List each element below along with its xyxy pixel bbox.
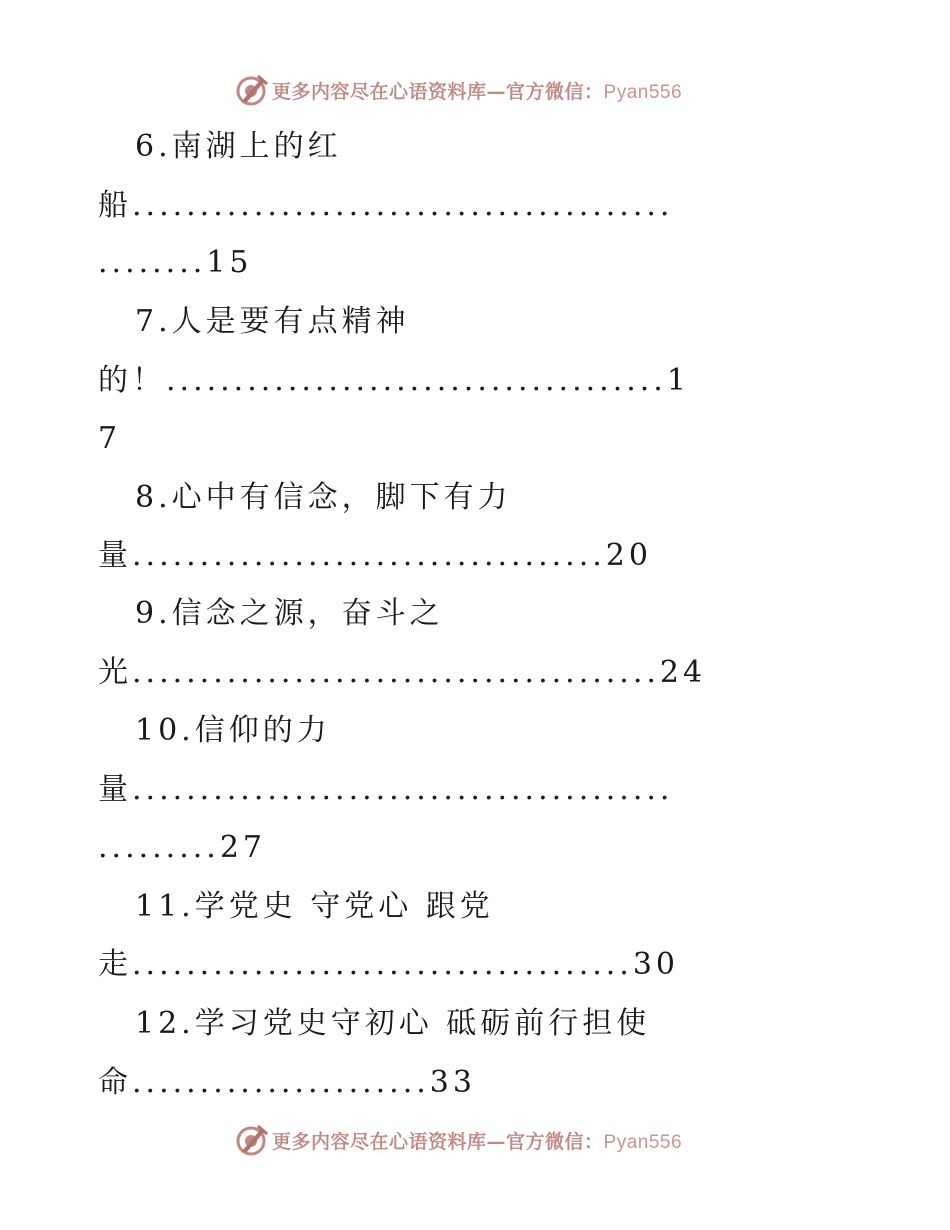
watermark-wechat-id: Pyan556 [603, 81, 683, 103]
watermark-text-cn: 更多内容尽在心语资料库—官方微信： [272, 1130, 604, 1153]
toc-entry-9-line-1: 光.......................................24 [98, 655, 707, 690]
toc-entry-6-line-1: 船........................................ [98, 188, 674, 223]
pen-logo-icon [234, 73, 268, 107]
watermark-banner-top [234, 72, 682, 108]
toc-entry-12-title[interactable]: 12.学习党史守初心 砥砺前行担使 [135, 1006, 651, 1041]
toc-entry-10-line-2: .........27 [98, 830, 266, 865]
toc-entry-11-title[interactable]: 11.学党史 守党心 跟党 [135, 889, 494, 924]
toc-entry-7-line-1: 的！.....................................1 [98, 363, 690, 398]
watermark-wechat-id: Pyan556 [603, 1131, 683, 1153]
watermark-text-cn: 更多内容尽在心语资料库—官方微信： [272, 80, 604, 103]
watermark-text [272, 1127, 682, 1154]
toc-entry-10-line-1: 量........................................ [98, 772, 674, 807]
toc-entry-6-title[interactable]: 6.南湖上的红 [135, 129, 342, 164]
toc-entry-9-title[interactable]: 9.信念之源，奋斗之 [135, 596, 444, 631]
toc-entry-7-line-2: 7 [98, 421, 122, 456]
pen-logo-icon [234, 1123, 268, 1157]
toc-entry-10-title[interactable]: 10.信仰的力 [135, 713, 331, 748]
toc-entry-11-line-1: 走.....................................30 [98, 947, 680, 982]
toc-entry-8-title[interactable]: 8.心中有信念，脚下有力 [135, 480, 512, 515]
toc-entry-7-title[interactable]: 7.人是要有点精神 [135, 304, 410, 339]
toc-entry-12-line-1: 命......................33 [98, 1065, 476, 1100]
watermark-text [272, 77, 682, 104]
toc-entry-6-line-2: ........15 [98, 245, 253, 280]
watermark-banner-bottom [234, 1122, 682, 1158]
toc-entry-8-line-1: 量...................................20 [98, 538, 652, 573]
